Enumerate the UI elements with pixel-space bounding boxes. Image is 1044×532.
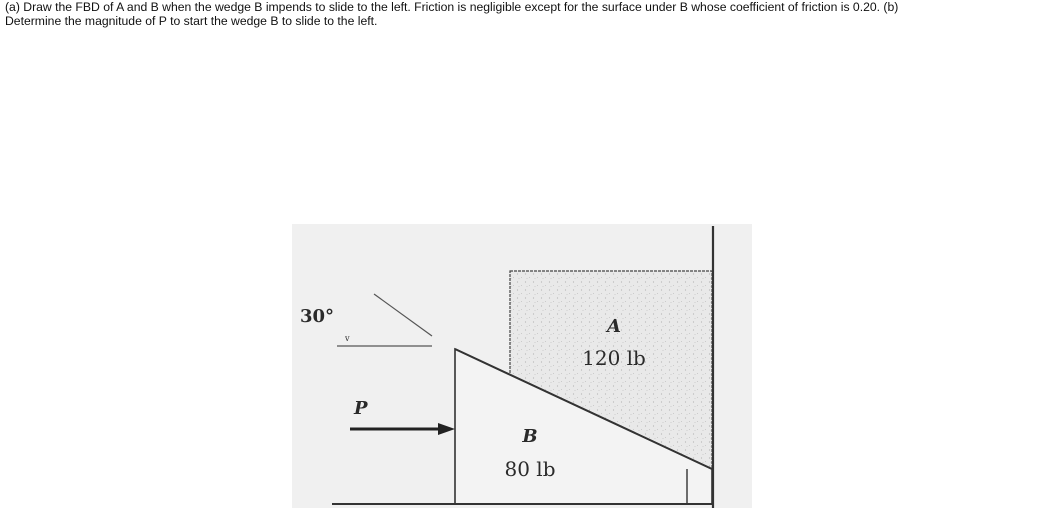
wedge-figure xyxy=(292,224,752,508)
wedge-figure-svg xyxy=(292,224,752,508)
wedge-b-label: B xyxy=(522,426,538,447)
wedge-b-weight: 80 lb xyxy=(504,457,556,481)
problem-statement xyxy=(5,0,1035,28)
block-a-label: A xyxy=(607,316,621,337)
force-p-label: P xyxy=(354,398,368,419)
problem-statement-line-1: (a) Draw the FBD of A and B when the wedge B impends to slide to the left. Friction is negligible except for the surface under B whose coefficient of friction is 0.20. (b) xyxy=(5,0,899,14)
angle-tick-mark: v xyxy=(345,334,350,343)
problem-statement-line-2: Determine the magnitude of P to start the wedge B to slide to the left. xyxy=(5,14,378,28)
block-a-weight: 120 lb xyxy=(582,346,646,370)
angle-label: 30° xyxy=(300,306,335,327)
